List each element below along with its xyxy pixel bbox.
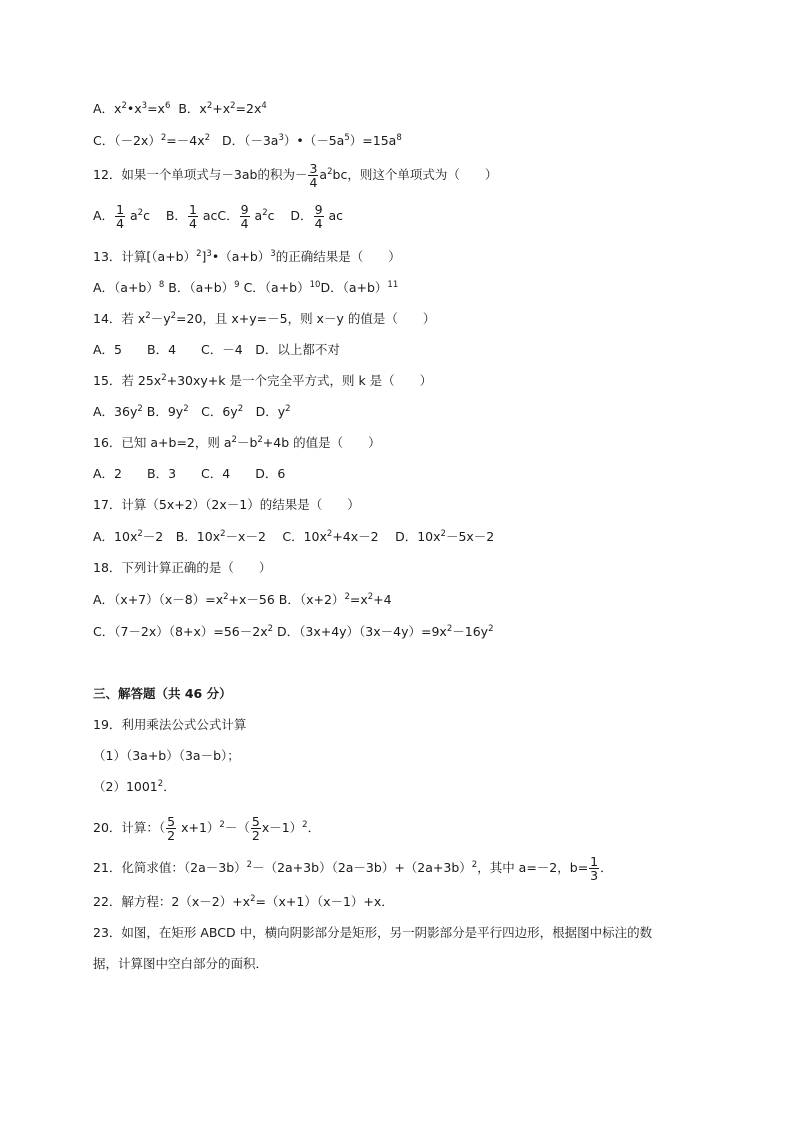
question-15: 15．若 $25x^2+30xy+k$ 是一个完全平方式，则 k 是（ ）: [93, 373, 433, 388]
question-13: 13．计算$[(a+b)^2]^3•(a+b)^3$的正确结果是（ ）: [93, 249, 401, 264]
q17-options: A．$10x^2-2$ B．$10x^2-x-2$ C．$10x^2+4x-2$ D．$10x^2-5x-2$: [93, 529, 495, 544]
question-23-line-1: 23．如图，在矩形 ABCD 中，横向阴影部分是矩形，另一阴影部分是平行四边形，根据图中标注的数: [93, 925, 653, 940]
q11-options-cd: C．$(-2x)^2=-4x^2$ D．$(-3a^3)•(-5a^5)=15a^8$: [93, 133, 402, 148]
question-17: 17．计算（5x+2）（2x－1）的结果是（ ）: [93, 497, 360, 512]
section-heading: 三、解答题（共 46 分）: [93, 686, 232, 701]
question-23-line-2: 据，计算图中空白部分的面积．: [93, 956, 269, 971]
q19-part-1: （1）（3a+b）（3a－b）；: [93, 748, 240, 763]
q12-options: A． $\frac{1}{4}$ $a^2c$ B． $\frac{1}{4}$ acC． $\frac{9}{4}$ $a^2c$ D． $\frac{9}{4}$ ac: [93, 202, 344, 231]
question-18: 18．下列计算正确的是（ ）: [93, 560, 272, 575]
q16-options: A．2 B．3 C．4 D．6: [93, 466, 286, 481]
fraction: $\frac{3}{4}$: [309, 161, 318, 190]
question-16: 16．已知 a+b=2，则 $a^2-b^2+4b$ 的值是（ ）: [93, 435, 381, 450]
question-21: 21．化简求值：$(2a-3b)^2-(2a+3b)(2a-3b)+(2a+3b)^2$，其中 a=－2，b= $\frac{1}{3}$ ．: [93, 854, 613, 883]
question-22: 22．解方程：$2(x-2)+x^2=(x+1)(x-1)+x$．: [93, 894, 394, 909]
q18-options-ab: A．$(x+7)(x-8)=x^2+x-56$ B．$(x+2)^2=x^2+4$: [93, 592, 392, 607]
q15-options: A．$36y^2$ B．$9y^2$ C．$6y^2$ D．$y^2$: [93, 404, 291, 419]
q11-options-ab: A．$x^2•x^3=x^6$ B．$x^2+x^2=2x^4$: [93, 101, 267, 116]
question-12: 12．如果一个单项式与－3ab的积为－ $\frac{3}{4}$ $a^2bc$，则这个单项式为（ ）: [93, 161, 498, 190]
q18-options-cd: C．$(7-2x)(8+x)=56-2x^2$ D．$(3x+4y)(3x-4y)=9x^2-16y^2$: [93, 624, 494, 639]
q19-part-2: （2）1001$^2$．: [93, 779, 176, 794]
question-14: 14．若 $x^2-y^2=20$，且 x+y=－5，则 x－y 的值是（ ）: [93, 311, 436, 326]
question-19: 19．利用乘法公式公式计算: [93, 717, 247, 732]
q13-options: A．$(a+b)^8$ B．$(a+b)^9$ C．$(a+b)^{10}D$．$(a+b)^{11}$: [93, 280, 399, 295]
q14-options: A．5 B．4 C．－4 D．以上都不对: [93, 342, 340, 357]
question-20: 20．计算：（ $\frac{5}{2}$ x+1）$^2$－（ $\frac{5}{2}$ x－1）$^2$．: [93, 814, 321, 843]
